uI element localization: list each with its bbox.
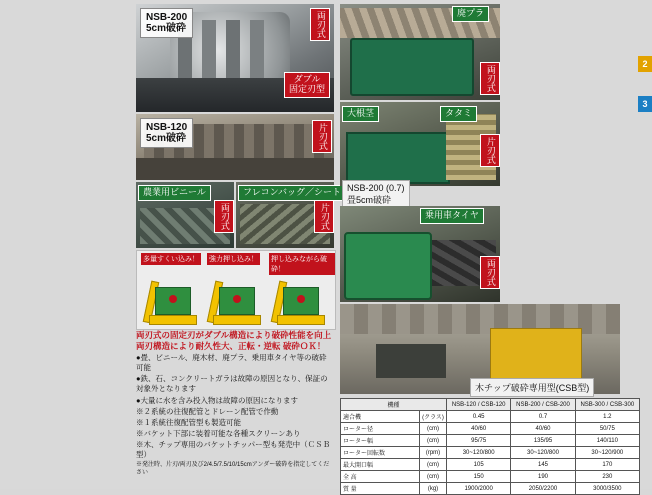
table-row	[341, 435, 640, 447]
th-nsb300: NSB-300 / CSB-300	[575, 399, 639, 411]
badge-nsb200-ryoba: 両刃式	[310, 8, 330, 41]
badge-vinyl: 両刃式	[214, 200, 234, 233]
row1-label: ローター径	[341, 423, 420, 435]
badge-tatami: 片刃式	[480, 134, 500, 167]
row0-v2: 1.2	[575, 411, 639, 423]
row1-v2: 50/75	[575, 423, 639, 435]
bullet-8: ※木、チップ専用のバケットチッパー型も発売中（ＣＳＢ型）	[136, 440, 331, 460]
label-nsb120-title	[140, 118, 193, 148]
nsb200-subtitle-text: 5cm破砕	[146, 23, 187, 34]
label-tire: 乗用車タイヤ	[420, 208, 484, 224]
th-nsb200: NSB-200 / CSB-200	[511, 399, 575, 411]
bullet-5: ※１系統往復配管型も製造可能	[136, 417, 241, 427]
row5-label: 全 高	[341, 471, 420, 483]
nsb200-title-text: NSB-200	[146, 12, 188, 23]
row6-v2: 3000/3500	[575, 483, 639, 495]
row0-v1: 0.7	[511, 411, 575, 423]
illus-caption-1: 多量すくい込み！	[141, 253, 201, 265]
row3-v2: 30~120/900	[575, 447, 639, 459]
label-tatami-sub	[342, 180, 410, 209]
row1-unit: (cm)	[420, 423, 447, 435]
badge-double-line1: ダブル	[293, 74, 321, 84]
badge-tire: 両刃式	[480, 256, 500, 289]
row0-v0: 0.45	[447, 411, 511, 423]
row1-v1: 40/60	[511, 423, 575, 435]
badge-double-line2: 固定刃型	[289, 83, 326, 94]
label-daikon: 大根茎	[342, 106, 379, 122]
row4-v2: 170	[575, 459, 639, 471]
row6-v1: 2050/2200	[511, 483, 575, 495]
headline-2: 両刃構造により耐久性大、正転・逆転 破砕ＯＫ！	[136, 341, 326, 352]
headline-1: 両刃式の固定刃がダブル構造により破砕性能を向上	[136, 330, 332, 340]
page-tab-3[interactable]	[638, 96, 652, 112]
tatami-sub-line2: 畳5cm破砕	[347, 195, 392, 205]
page-tab-2-number: 2	[642, 59, 648, 69]
bullet-2: ●大量に水を含み投入物は故障の原因になります	[136, 395, 299, 405]
label-haipura: 廃プラ	[452, 6, 489, 22]
row4-unit: (cm)	[420, 459, 447, 471]
row1-v0: 40/60	[447, 423, 511, 435]
table-header-row	[341, 399, 640, 411]
spec-table	[340, 398, 640, 495]
bullet-0: ●畳、ビニール、廃木材、廃プラ、乗用車タイヤ等の破砕可能	[136, 353, 327, 373]
illus-caption-3: 押し込みながら破砕！	[269, 253, 335, 275]
label-tatami: タタミ	[440, 106, 477, 122]
nsb120-title-text: NSB-120	[146, 122, 188, 133]
illustration-strip	[136, 250, 336, 330]
row4-v0: 105	[447, 459, 511, 471]
illus-machine-1	[145, 281, 199, 325]
row5-v2: 230	[575, 471, 639, 483]
row3-label: ローター回転数	[341, 447, 420, 459]
row5-unit: (cm)	[420, 471, 447, 483]
row6-v0: 1900/2000	[447, 483, 511, 495]
tatami-sub-line1: NSB-200 (0.7)	[347, 183, 405, 193]
row2-label: ローター幅	[341, 435, 420, 447]
row5-v1: 190	[511, 471, 575, 483]
page-tab-3-number: 3	[642, 99, 648, 109]
row2-v1: 135/95	[511, 435, 575, 447]
table-row	[341, 459, 640, 471]
label-flecon: フレコンバッグ／シート	[238, 185, 346, 201]
row0-label: 適合機	[341, 411, 420, 423]
page-tab-2[interactable]	[638, 56, 652, 72]
row0-unit: (クラス)	[420, 411, 447, 423]
row6-unit: (kg)	[420, 483, 447, 495]
illus-machine-3	[273, 281, 327, 325]
row3-v0: 30~120/800	[447, 447, 511, 459]
bullet-9: ※発注時、片刃/両刃及び2/4.5/7.5/10/15cmアンダー破砕を指定してください	[136, 462, 330, 477]
row6-label: 質 量	[341, 483, 420, 495]
table-row	[341, 447, 640, 459]
row5-v0: 150	[447, 471, 511, 483]
table-row	[341, 471, 640, 483]
nsb120-subtitle-text: 5cm破砕	[146, 133, 187, 144]
row2-unit: (cm)	[420, 435, 447, 447]
row2-v2: 140/110	[575, 435, 639, 447]
badge-flecon: 片刃式	[314, 200, 334, 233]
th-nsb120: NSB-120 / CSB-120	[447, 399, 511, 411]
description-panel	[136, 330, 334, 485]
illus-caption-2: 強力押し込み！	[207, 253, 260, 265]
label-nsb200-title	[140, 8, 193, 38]
table-row	[341, 411, 640, 423]
row3-unit: (rpm)	[420, 447, 447, 459]
row2-v0: 95/75	[447, 435, 511, 447]
row3-v1: 30~120/800	[511, 447, 575, 459]
bullet-4: ※２系統の往復配管とドレーン配管で作動	[136, 406, 279, 416]
bullet-1: ●鉄、石、コンクリートガラは故障の原因となり、保証の対象外となります	[136, 374, 328, 394]
badge-nsb120-kataba: 片刃式	[312, 120, 332, 153]
label-chipper: 木チップ破砕専用型(CSB型)	[470, 378, 594, 397]
illus-machine-2	[209, 281, 263, 325]
row4-label: 最大開口幅	[341, 459, 420, 471]
table-row	[341, 483, 640, 495]
row4-v1: 145	[511, 459, 575, 471]
table-row	[341, 423, 640, 435]
th-model: 機種	[341, 399, 447, 411]
bullet-7: ※バケット下部に装着可能な各種スクリーンあり	[136, 428, 301, 438]
badge-haipura: 両刃式	[480, 62, 500, 95]
badge-nsb200-double	[284, 72, 330, 98]
label-vinyl: 農業用ビニール	[138, 185, 211, 201]
